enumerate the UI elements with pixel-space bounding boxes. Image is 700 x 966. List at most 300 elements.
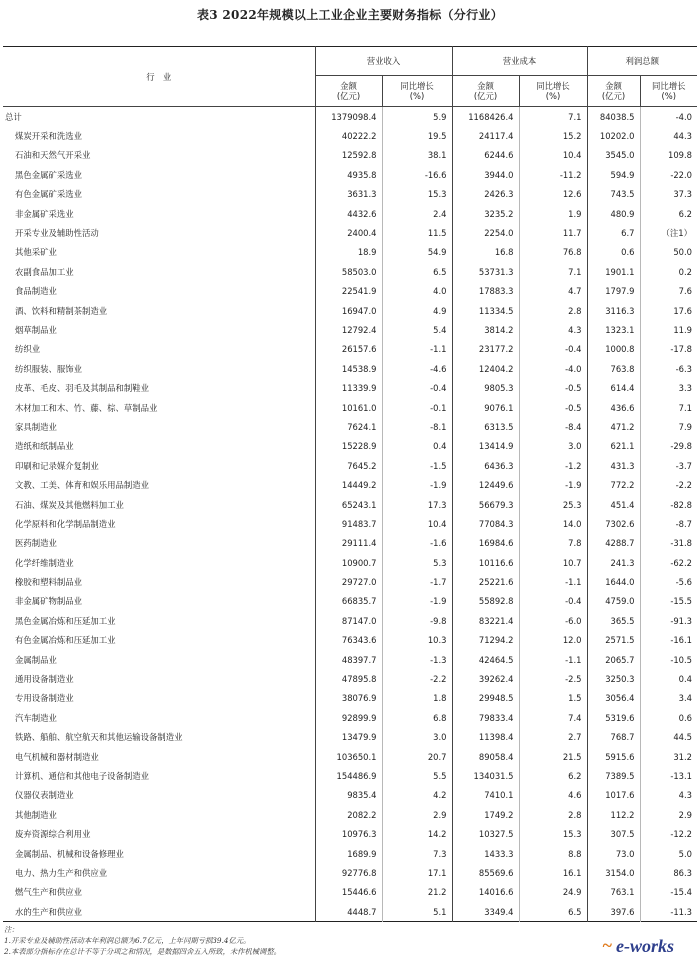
- profit-amount: 4288.7: [587, 534, 640, 553]
- cost-amount: 1168426.4: [452, 107, 519, 127]
- table-row: [3, 475, 697, 494]
- revenue-growth: -16.6: [382, 165, 452, 184]
- profit-amount: 743.5: [587, 185, 640, 204]
- industry-name: 开采专业及辅助性活动: [15, 228, 99, 239]
- table-row: [3, 262, 697, 281]
- industry-name: 非金属矿物制品业: [15, 596, 82, 607]
- revenue-amount: 2400.4: [315, 223, 382, 242]
- revenue-growth: -1.1: [382, 340, 452, 359]
- revenue-amount: 10900.7: [315, 553, 382, 572]
- revenue-amount: 87147.0: [315, 611, 382, 630]
- revenue-growth: -1.3: [382, 650, 452, 669]
- revenue-growth: -0.4: [382, 378, 452, 397]
- table-row: [3, 611, 697, 630]
- industry-name: 废弃资源综合利用业: [15, 829, 91, 840]
- industry-name: 非金属矿采选业: [15, 208, 74, 219]
- profit-amount: 451.4: [587, 495, 640, 514]
- revenue-growth: -8.1: [382, 417, 452, 436]
- cost-amount: 12449.6: [452, 475, 519, 494]
- profit-growth: 11.9: [640, 320, 697, 339]
- revenue-growth: 2.4: [382, 204, 452, 223]
- profit-growth: 37.3: [640, 185, 697, 204]
- revenue-amount: 1689.9: [315, 844, 382, 863]
- industry-name: 木材加工和木、竹、藤、棕、草制品业: [15, 402, 158, 413]
- profit-growth: 109.8: [640, 146, 697, 165]
- industry-name: 金属制品业: [15, 654, 57, 665]
- table-row: [3, 514, 697, 533]
- profit-growth: 7.9: [640, 417, 697, 436]
- industry-name: 橡胶和塑料制品业: [15, 577, 82, 588]
- industry-name: 仪器仪表制造业: [15, 790, 74, 801]
- profit-amount: 365.5: [587, 611, 640, 630]
- industry-name: 家具制造业: [15, 421, 57, 432]
- profit-growth: -12.2: [640, 824, 697, 843]
- profit-amount: 763.8: [587, 359, 640, 378]
- table-header: [3, 47, 697, 107]
- eworks-watermark-logo: [598, 932, 692, 962]
- table-row: [3, 786, 697, 805]
- cost-growth: 2.8: [519, 805, 587, 824]
- profit-growth: -10.5: [640, 650, 697, 669]
- profit-growth: -2.2: [640, 475, 697, 494]
- profit-growth: -5.6: [640, 572, 697, 591]
- industry-name: 化学纤维制造业: [15, 557, 74, 568]
- cost-amount: 10116.6: [452, 553, 519, 572]
- footnote-1: 1.开采专业及辅助性活动本年利润总额为6.7亿元，上年同期亏损39.4亿元。: [4, 936, 251, 945]
- profit-amount: 621.1: [587, 437, 640, 456]
- total-row: [3, 107, 697, 127]
- cost-growth: -0.4: [519, 340, 587, 359]
- revenue-amount: 13479.9: [315, 728, 382, 747]
- revenue-growth: 3.0: [382, 728, 452, 747]
- footnote-label: 注：: [4, 925, 19, 934]
- revenue-growth: 21.2: [382, 883, 452, 902]
- revenue-amount: 4432.6: [315, 204, 382, 223]
- profit-amount-header: 金额 (亿元): [587, 76, 640, 107]
- profit-amount: 241.3: [587, 553, 640, 572]
- cost-growth: -0.5: [519, 378, 587, 397]
- revenue-amount: 26157.6: [315, 340, 382, 359]
- profit-growth: 6.2: [640, 204, 697, 223]
- table-row: [3, 689, 697, 708]
- cost-amount: 77084.3: [452, 514, 519, 533]
- revenue-growth: 2.9: [382, 805, 452, 824]
- revenue-amount: 66835.7: [315, 592, 382, 611]
- revenue-amount: 29111.4: [315, 534, 382, 553]
- cost-amount: 134031.5: [452, 766, 519, 785]
- cost-growth: 16.1: [519, 863, 587, 882]
- industry-name: 印刷和记录媒介复制业: [15, 460, 99, 471]
- revenue-amount: 3631.3: [315, 185, 382, 204]
- table-row: [3, 747, 697, 766]
- profit-growth: 4.3: [640, 786, 697, 805]
- cost-amount: 6313.5: [452, 417, 519, 436]
- cost-growth: 10.4: [519, 146, 587, 165]
- revenue-amount: 38076.9: [315, 689, 382, 708]
- table-row: [3, 340, 697, 359]
- revenue-growth: 7.3: [382, 844, 452, 863]
- industry-name: 纺织业: [15, 344, 41, 355]
- revenue-amount: 103650.1: [315, 747, 382, 766]
- table-row: [3, 844, 697, 863]
- revenue-amount: 92776.8: [315, 863, 382, 882]
- profit-amount: 0.6: [587, 243, 640, 262]
- profit-amount: 397.6: [587, 902, 640, 922]
- profit-amount: 3116.3: [587, 301, 640, 320]
- profit-amount: 84038.5: [587, 107, 640, 127]
- revenue-growth: 17.1: [382, 863, 452, 882]
- cost-growth: -2.5: [519, 669, 587, 688]
- cost-amount: 1433.3: [452, 844, 519, 863]
- industry-name: 黑色金属冶炼和压延加工业: [15, 615, 116, 626]
- cost-growth: 7.4: [519, 708, 587, 727]
- revenue-growth: 14.2: [382, 824, 452, 843]
- cost-amount: 9076.1: [452, 398, 519, 417]
- revenue-growth: 10.4: [382, 514, 452, 533]
- profit-amount: 6.7: [587, 223, 640, 242]
- table-row: [3, 437, 697, 456]
- cost-amount: 13414.9: [452, 437, 519, 456]
- cost-growth-header: 同比增长 (%): [519, 76, 587, 107]
- revenue-amount: 16947.0: [315, 301, 382, 320]
- table-row: [3, 572, 697, 591]
- revenue-growth: 54.9: [382, 243, 452, 262]
- revenue-amount: 1379098.4: [315, 107, 382, 127]
- cost-growth: -4.0: [519, 359, 587, 378]
- logo-swoosh-icon: ~: [602, 935, 613, 955]
- industry-name: 水的生产和供应业: [15, 906, 82, 917]
- financial-table: [3, 46, 697, 922]
- profit-amount: 1323.1: [587, 320, 640, 339]
- cost-amount: 29948.5: [452, 689, 519, 708]
- industry-name: 烟草制品业: [15, 324, 57, 335]
- revenue-growth: -1.9: [382, 475, 452, 494]
- table-row: [3, 669, 697, 688]
- table-row: [3, 592, 697, 611]
- cost-amount: 7410.1: [452, 786, 519, 805]
- industry-name: 石油、煤炭及其他燃料加工业: [15, 499, 124, 510]
- profit-growth: 0.2: [640, 262, 697, 281]
- revenue-growth: 38.1: [382, 146, 452, 165]
- cost-growth: 15.3: [519, 824, 587, 843]
- industry-name: 燃气生产和供应业: [15, 887, 82, 898]
- profit-amount: 7389.5: [587, 766, 640, 785]
- industry-name: 石油和天然气开采业: [15, 150, 91, 161]
- table-row: [3, 863, 697, 882]
- cost-growth: -11.2: [519, 165, 587, 184]
- revenue-amount: 18.9: [315, 243, 382, 262]
- profit-amount: 1017.6: [587, 786, 640, 805]
- cost-growth: 12.6: [519, 185, 587, 204]
- revenue-growth: 10.3: [382, 631, 452, 650]
- cost-growth: 25.3: [519, 495, 587, 514]
- industry-name: 电气机械和器材制造业: [15, 751, 99, 762]
- profit-amount: 3056.4: [587, 689, 640, 708]
- cost-growth: -0.5: [519, 398, 587, 417]
- profit-growth: -6.3: [640, 359, 697, 378]
- industry-name: 电力、热力生产和供应业: [15, 867, 108, 878]
- profit-growth: 7.6: [640, 282, 697, 301]
- cost-header: 营业成本: [452, 47, 587, 76]
- revenue-amount: 29727.0: [315, 572, 382, 591]
- cost-amount: 42464.5: [452, 650, 519, 669]
- profit-growth: 44.3: [640, 126, 697, 145]
- profit-growth: 17.6: [640, 301, 697, 320]
- cost-growth: 15.2: [519, 126, 587, 145]
- revenue-amount: 7645.2: [315, 456, 382, 475]
- revenue-amount: 58503.0: [315, 262, 382, 281]
- revenue-growth: 4.2: [382, 786, 452, 805]
- revenue-growth: 6.8: [382, 708, 452, 727]
- revenue-growth: 19.5: [382, 126, 452, 145]
- industry-name: 造纸和纸制品业: [15, 441, 74, 452]
- revenue-growth: 5.1: [382, 902, 452, 922]
- table-row: [3, 883, 697, 902]
- cost-growth: 6.2: [519, 766, 587, 785]
- table-title: 表3 2022年规模以上工业企业主要财务指标（分行业）: [196, 8, 504, 22]
- revenue-growth: 15.3: [382, 185, 452, 204]
- cost-amount: 55892.8: [452, 592, 519, 611]
- revenue-growth: -1.9: [382, 592, 452, 611]
- revenue-amount: 9835.4: [315, 786, 382, 805]
- profit-growth: 3.4: [640, 689, 697, 708]
- profit-growth: -4.0: [640, 107, 697, 127]
- cost-growth: -0.4: [519, 592, 587, 611]
- cost-amount: 1749.2: [452, 805, 519, 824]
- table-row: [3, 243, 697, 262]
- cost-growth: 4.7: [519, 282, 587, 301]
- cost-amount: 24117.4: [452, 126, 519, 145]
- profit-amount: 1797.9: [587, 282, 640, 301]
- table-row: [3, 553, 697, 572]
- revenue-growth: -1.5: [382, 456, 452, 475]
- profit-amount: 3154.0: [587, 863, 640, 882]
- table-row: [3, 495, 697, 514]
- industry-name: 农副食品加工业: [15, 266, 74, 277]
- table-row: [3, 126, 697, 145]
- profit-growth: -15.5: [640, 592, 697, 611]
- cost-growth: 10.7: [519, 553, 587, 572]
- profit-growth: -62.2: [640, 553, 697, 572]
- cost-growth: 2.7: [519, 728, 587, 747]
- revenue-growth: -9.8: [382, 611, 452, 630]
- cost-amount: 2426.3: [452, 185, 519, 204]
- table-row: [3, 728, 697, 747]
- cost-growth: 3.0: [519, 437, 587, 456]
- profit-amount: 112.2: [587, 805, 640, 824]
- profit-amount: 2065.7: [587, 650, 640, 669]
- revenue-growth: 20.7: [382, 747, 452, 766]
- revenue-header: 营业收入: [315, 47, 452, 76]
- industry-name: 医药制造业: [15, 538, 57, 549]
- cost-amount: 23177.2: [452, 340, 519, 359]
- revenue-growth: 11.5: [382, 223, 452, 242]
- revenue-amount: 10976.3: [315, 824, 382, 843]
- table-row: [3, 824, 697, 843]
- table-row: [3, 766, 697, 785]
- profit-growth: 31.2: [640, 747, 697, 766]
- cost-growth: 21.5: [519, 747, 587, 766]
- cost-amount: 56679.3: [452, 495, 519, 514]
- profit-growth: 50.0: [640, 243, 697, 262]
- profit-growth: （注1）: [640, 223, 697, 242]
- table-row: [3, 301, 697, 320]
- profit-growth: -15.4: [640, 883, 697, 902]
- cost-growth: 1.9: [519, 204, 587, 223]
- industry-name: 通用设备制造业: [15, 674, 74, 685]
- revenue-growth: -2.2: [382, 669, 452, 688]
- profit-growth: -91.3: [640, 611, 697, 630]
- profit-amount: 5319.6: [587, 708, 640, 727]
- industry-header: 行 业: [3, 47, 315, 107]
- table-row: [3, 902, 697, 922]
- profit-amount: 73.0: [587, 844, 640, 863]
- industry-name: 文教、工美、体育和娱乐用品制造业: [15, 480, 149, 491]
- industry-name: 总计: [5, 111, 22, 122]
- profit-amount: 10202.0: [587, 126, 640, 145]
- cost-growth: -6.0: [519, 611, 587, 630]
- industry-name: 其他采矿业: [15, 247, 57, 258]
- cost-amount-header: 金额 (亿元): [452, 76, 519, 107]
- revenue-amount: 15446.6: [315, 883, 382, 902]
- cost-amount: 71294.2: [452, 631, 519, 650]
- industry-name: 汽车制造业: [15, 712, 57, 723]
- table-row: [3, 456, 697, 475]
- cost-growth: -1.9: [519, 475, 587, 494]
- cost-amount: 16.8: [452, 243, 519, 262]
- cost-amount: 85569.6: [452, 863, 519, 882]
- revenue-growth: -1.7: [382, 572, 452, 591]
- profit-amount: 1901.1: [587, 262, 640, 281]
- cost-growth: 7.1: [519, 107, 587, 127]
- profit-growth: -13.1: [640, 766, 697, 785]
- table-row: [3, 204, 697, 223]
- table-row: [3, 282, 697, 301]
- profit-amount: 3250.3: [587, 669, 640, 688]
- cost-growth: 2.8: [519, 301, 587, 320]
- profit-amount: 4759.0: [587, 592, 640, 611]
- cost-amount: 25221.6: [452, 572, 519, 591]
- table-body: [3, 107, 697, 922]
- profit-amount: 5915.6: [587, 747, 640, 766]
- revenue-amount: 40222.2: [315, 126, 382, 145]
- cost-growth: 4.6: [519, 786, 587, 805]
- profit-growth: 86.3: [640, 863, 697, 882]
- table-row: [3, 534, 697, 553]
- revenue-amount-header: 金额 (亿元): [315, 76, 382, 107]
- profit-header: 利润总额: [587, 47, 697, 76]
- profit-amount: 2571.5: [587, 631, 640, 650]
- table-row: [3, 378, 697, 397]
- profit-amount: 480.9: [587, 204, 640, 223]
- footnote-2: 2.本表部分指标存在总计不等于分项之和情况，是数据四舍五入所致，未作机械调整。: [4, 947, 281, 956]
- table-row: [3, 650, 697, 669]
- revenue-amount: 14538.9: [315, 359, 382, 378]
- profit-amount: 431.3: [587, 456, 640, 475]
- profit-amount: 772.2: [587, 475, 640, 494]
- profit-growth: -31.8: [640, 534, 697, 553]
- cost-amount: 9805.3: [452, 378, 519, 397]
- profit-growth: 5.0: [640, 844, 697, 863]
- revenue-amount: 4448.7: [315, 902, 382, 922]
- industry-name: 化学原料和化学制品制造业: [15, 518, 116, 529]
- table-row: [3, 146, 697, 165]
- revenue-amount: 76343.6: [315, 631, 382, 650]
- revenue-amount: 11339.9: [315, 378, 382, 397]
- cost-amount: 11334.5: [452, 301, 519, 320]
- revenue-growth: -0.1: [382, 398, 452, 417]
- profit-growth: 44.5: [640, 728, 697, 747]
- cost-growth: -1.2: [519, 456, 587, 475]
- profit-growth: -16.1: [640, 631, 697, 650]
- cost-amount: 3814.2: [452, 320, 519, 339]
- profit-growth: 3.3: [640, 378, 697, 397]
- revenue-amount: 154486.9: [315, 766, 382, 785]
- cost-growth: 8.8: [519, 844, 587, 863]
- revenue-growth: 5.9: [382, 107, 452, 127]
- industry-name: 纺织服装、服饰业: [15, 363, 82, 374]
- profit-growth: -22.0: [640, 165, 697, 184]
- footnotes: [4, 924, 604, 957]
- cost-amount: 83221.4: [452, 611, 519, 630]
- industry-name: 有色金属矿采选业: [15, 189, 82, 200]
- table-row: [3, 320, 697, 339]
- profit-growth: -3.7: [640, 456, 697, 475]
- cost-amount: 2254.0: [452, 223, 519, 242]
- profit-amount: 614.4: [587, 378, 640, 397]
- profit-growth: 0.6: [640, 708, 697, 727]
- industry-name: 食品制造业: [15, 286, 57, 297]
- revenue-growth: 5.5: [382, 766, 452, 785]
- revenue-growth: 6.5: [382, 262, 452, 281]
- revenue-amount: 14449.2: [315, 475, 382, 494]
- industry-name: 金属制品、机械和设备修理业: [15, 848, 124, 859]
- cost-growth: -1.1: [519, 572, 587, 591]
- revenue-growth: 5.3: [382, 553, 452, 572]
- cost-amount: 17883.3: [452, 282, 519, 301]
- cost-amount: 89058.4: [452, 747, 519, 766]
- revenue-amount: 2082.2: [315, 805, 382, 824]
- cost-growth: 7.8: [519, 534, 587, 553]
- cost-amount: 3349.4: [452, 902, 519, 922]
- revenue-growth: 0.4: [382, 437, 452, 456]
- cost-amount: 3944.0: [452, 165, 519, 184]
- table-row: [3, 805, 697, 824]
- profit-amount: 763.1: [587, 883, 640, 902]
- revenue-amount: 12592.8: [315, 146, 382, 165]
- profit-amount: 1000.8: [587, 340, 640, 359]
- cost-growth: 4.3: [519, 320, 587, 339]
- cost-amount: 12404.2: [452, 359, 519, 378]
- profit-amount: 436.6: [587, 398, 640, 417]
- cost-growth: 14.0: [519, 514, 587, 533]
- profit-amount: 3545.0: [587, 146, 640, 165]
- profit-amount: 594.9: [587, 165, 640, 184]
- cost-amount: 3235.2: [452, 204, 519, 223]
- table-row: [3, 398, 697, 417]
- table-row: [3, 631, 697, 650]
- table-row: [3, 185, 697, 204]
- table-row: [3, 359, 697, 378]
- cost-amount: 14016.6: [452, 883, 519, 902]
- cost-growth: -1.1: [519, 650, 587, 669]
- revenue-amount: 4935.8: [315, 165, 382, 184]
- profit-growth: 0.4: [640, 669, 697, 688]
- cost-growth: 11.7: [519, 223, 587, 242]
- cost-growth: 1.5: [519, 689, 587, 708]
- revenue-amount: 10161.0: [315, 398, 382, 417]
- revenue-growth: 17.3: [382, 495, 452, 514]
